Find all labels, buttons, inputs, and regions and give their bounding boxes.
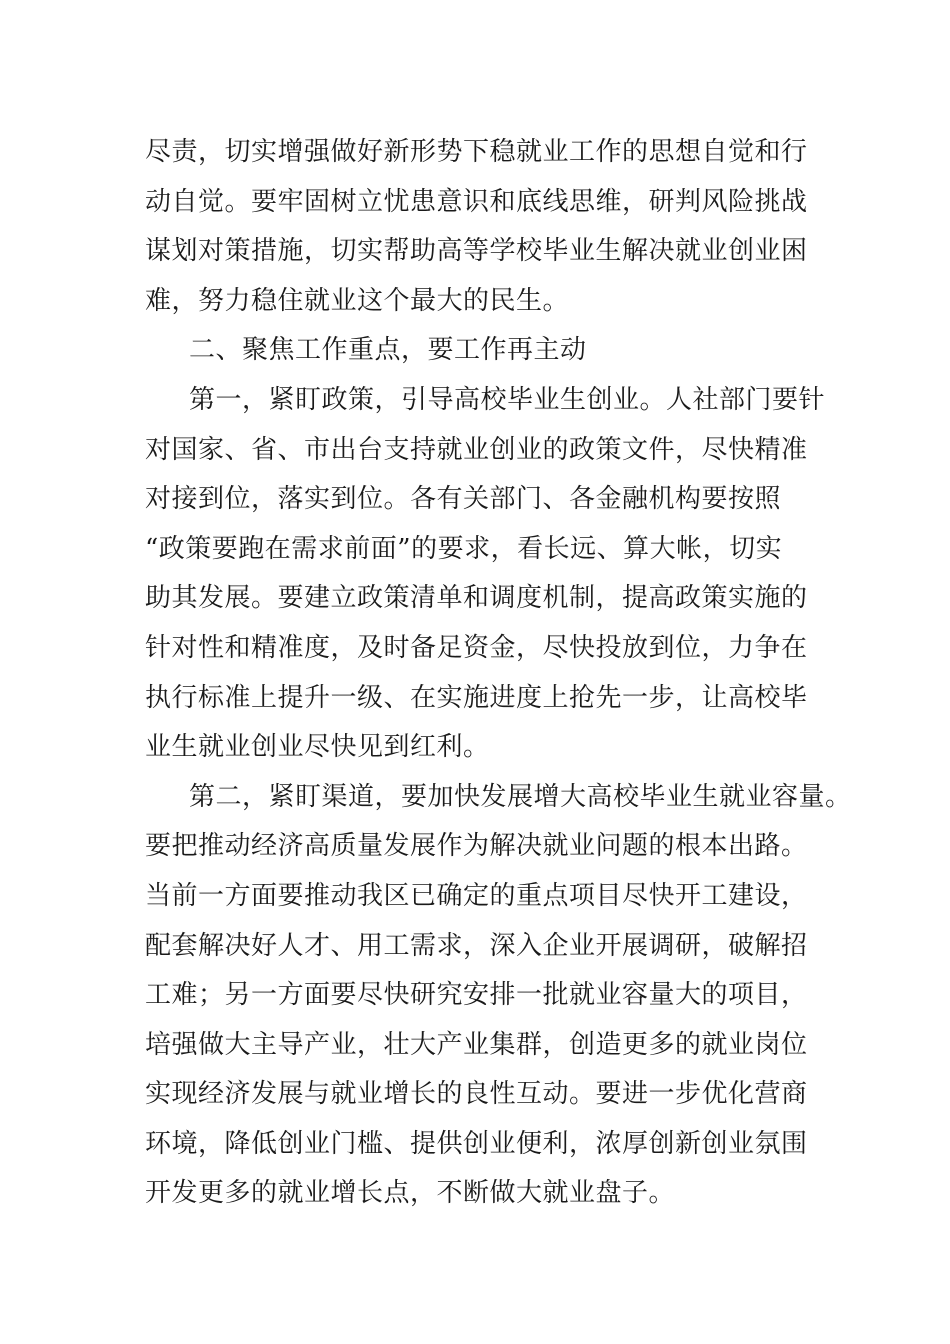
text-line: 对国家、省、市出台支持就业创业的政策文件，尽快精准 [145,434,808,465]
text-line: 业生就业创业尽快见到红利。 [145,732,490,763]
text-line: 动自觉。要牢固树立忧患意识和底线思维，研判风险挑战 [145,186,808,217]
text-line: “政策要跑在需求前面”的要求，看长远、算大帐，切实 [145,533,783,564]
text-line: 针对性和精准度，及时备足资金，尽快投放到位，力争在 [145,632,808,663]
paragraph-first-line: 第二，紧盯渠道，要加快发展增大高校毕业生就业容量。 [189,781,852,812]
text-line: 尽责，切实增强做好新形势下稳就业工作的思想自觉和行 [145,137,808,167]
text-line: 执行标准上提升一级、在实施进度上抢先一步，让高校毕 [145,682,808,713]
text-line: 配套解决好人才、用工需求，深入企业开展调研，破解招 [145,930,808,961]
text-line: 谋划对策措施，切实帮助高等学校毕业生解决就业创业困 [145,236,808,267]
text-line: 工难；另一方面要尽快研究安排一批就业容量大的项目， [145,980,808,1011]
text-line: 要把推动经济高质量发展作为解决就业问题的根本出路。 [145,831,808,862]
text-line: 助其发展。要建立政策清单和调度机制，提高政策实施的 [145,583,808,614]
text-line: 当前一方面要推动我区已确定的重点项目尽快开工建设， [145,880,808,911]
paragraph-first-line: 第一，紧盯政策，引导高校毕业生创业。人社部门要针 [189,384,826,415]
document-body [145,128,852,1219]
section-heading: 二、聚焦工作重点，要工作再主动 [189,335,587,366]
text-line: 培强做大主导产业，壮大产业集群，创造更多的就业岗位 [145,1029,808,1060]
text-line: 实现经济发展与就业增长的良性互动。要进一步优化营商 [145,1079,808,1110]
text-line: 环境，降低创业门槛、提供创业便利，浓厚创新创业氛围 [145,1128,808,1159]
text-line: 开发更多的就业增长点，不断做大就业盘子。 [145,1178,676,1209]
text-line: 对接到位，落实到位。各有关部门、各金融机构要按照 [145,484,782,515]
text-line: 难，努力稳住就业这个最大的民生。 [145,285,570,316]
